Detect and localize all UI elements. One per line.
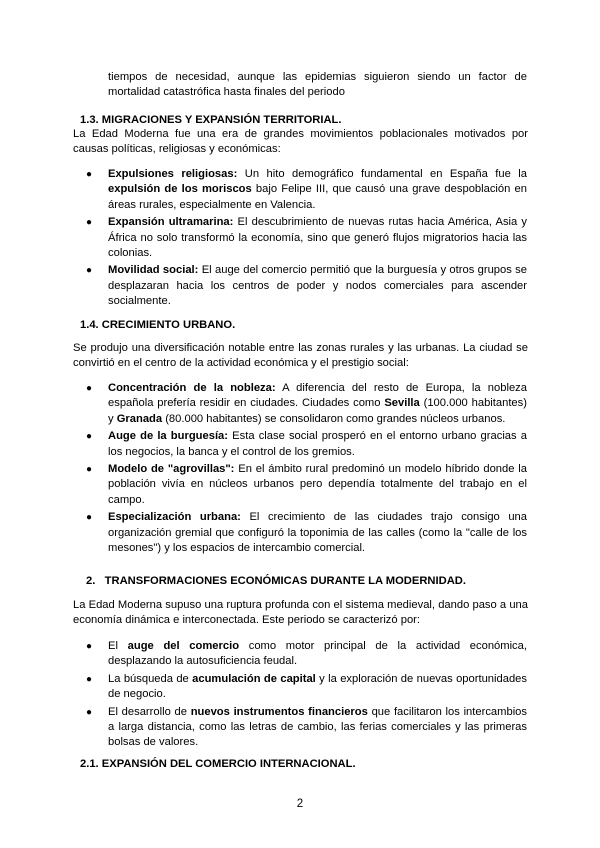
section-1-3-heading-wrap [80,113,530,128]
section-1-3-list [86,167,528,310]
list-item: ● El auge del comercio como motor principal de la actividad económica, desplazando la autosuficiencia feudal. [86,640,527,668]
section-1-4-intro-wrap [73,341,528,372]
section-2-1-heading: 2.1. EXPANSIÓN DEL COMERCIO INTERNACIONAL. [80,758,356,770]
section-2-list [86,639,527,751]
list-item: ● Concentración de la nobleza: A diferencia del resto de Europa, la nobleza española prefería residir en ciudades. Ciudades como Sevilla (100.000 habitantes) y Granada (80.000 habitantes) se consolidaron como grandes núcleos urbanos. [86,382,527,425]
section-1-4-heading: 1.4. CRECIMIENTO URBANO. [80,319,236,331]
continuation-paragraph [108,70,527,101]
list-item: ● Modelo de "agrovillas": En el ámbito rural predominó un modelo híbrido donde la población vivía en núcleos urbanos pero dependía totalmente del trabajo en el campo. [86,463,527,506]
bullet-icon: ● [86,431,93,443]
bullet-icon: ● [86,265,93,277]
section-2-intro: La Edad Moderna supuso una ruptura profunda con el sistema medieval, dando paso a una economía dinámica e interconectada. Este periodo se caracterizó por: [73,599,528,627]
list-item: ● La búsqueda de acumulación de capital y la exploración de nuevas oportunidades de negocio. [86,672,527,701]
section-1-4-list [86,381,527,556]
bullet-icon: ● [86,641,93,652]
bullet-icon: ● [86,673,93,685]
continuation-text: tiempos de necesidad, aunque las epidemias siguieron siendo un factor de mortalidad catastrófica hasta finales del periodo [108,71,527,99]
section-1-3-list-wrap [86,167,528,312]
page-number: 2 [296,798,304,810]
bullet-icon: ● [86,706,93,718]
section-2-list-wrap [86,639,527,753]
section-1-3-heading: 1.3. MIGRACIONES Y EXPANSIÓN TERRITORIAL. [80,114,342,126]
bullet-icon: ● [86,217,93,229]
section-1-4-intro: Se produjo una diversificación notable entre las zonas rurales y las urbanas. La ciudad se convirtió en el centro de la actividad económica y el prestigio social: [73,342,528,370]
list-item: ● Especialización urbana: El crecimiento de las ciudades trajo consigo una organización gremial que configuró la toponimia de las calles (como la "calle de los mesones") y los espacios de intercambio comercial. [86,511,527,555]
list-item: ● Auge de la burguesía: Esta clase social prosperó en el entorno urbano gracias a los negocios, la banca y el control de los gremios. [86,430,527,458]
section-1-4-heading-wrap [80,318,530,333]
bullet-icon: ● [86,464,93,476]
list-item: ● Expansión ultramarina: El descubrimiento de nuevas rutas hacia América, Asia y África no solo transformó la economía, sino que generó flujos migratorios hacia las colonias. [86,216,527,260]
section-2-1-heading-wrap [80,757,530,772]
list-item: ● Movilidad social: El auge del comercio permitió que la burguesía y otros grupos se desplazaran hacia los centros de poder y nodos comerciales para ascender socialmente. [86,264,528,308]
section-1-4-list-wrap [86,381,527,558]
section-1-3-intro-wrap [73,127,528,158]
section-2-intro-wrap [73,598,528,629]
list-item: ● El desarrollo de nuevos instrumentos financieros que facilitaron los intercambios a larga distancia, como las letras de cambio, las ferias comerciales y las primeras bolsas de valores. [86,705,527,749]
section-1-3-intro: La Edad Moderna fue una era de grandes movimientos poblacionales motivados por causas políticas, religiosas y económicas: [73,128,528,156]
bullet-icon: ● [86,383,93,394]
bullet-icon: ● [86,169,93,180]
list-item: ● Expulsiones religiosas: Un hito demográfico fundamental en España fue la expulsión de los moriscos bajo Felipe III, que causó una grave despoblación en áreas rurales, especialmente en Valencia. [86,168,527,211]
section-2-heading-wrap [86,574,536,589]
section-2-heading: 2. TRANSFORMACIONES ECONÓMICAS DURANTE LA MODERNIDAD. [86,575,466,587]
bullet-icon: ● [86,512,93,524]
